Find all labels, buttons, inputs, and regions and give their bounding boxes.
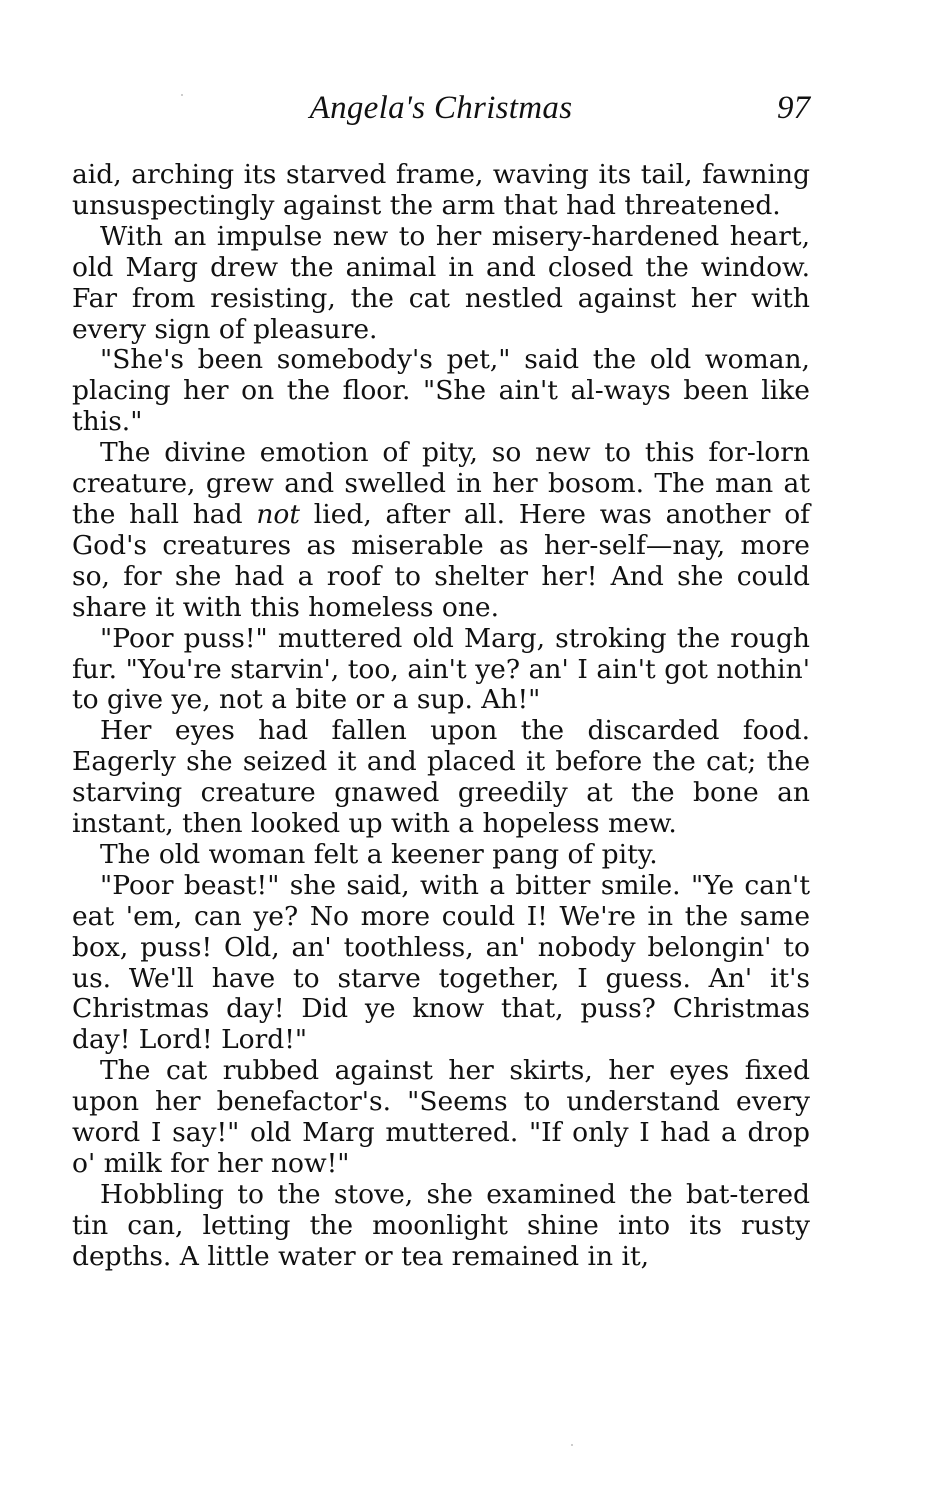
paragraph-2: With an impulse new to her misery-hardened heart, old Marg drew the animal in and closed the window. Far from resisting, the cat nestled against her with every sign of pleasure. <box>72 220 810 345</box>
paragraph-9: The cat rubbed against her skirts, her eyes fixed upon her benefactor's. "Seems to understand every word I say!" old Marg muttered. "If only I had a drop o' milk for her now!" <box>72 1055 810 1179</box>
paper-speck <box>571 1444 573 1446</box>
paragraph-5: "Poor puss!" muttered old Marg, stroking the rough fur. "You're starvin', too, ain't ye? an' I ain't got nothin' to give ye, not a bite or a sup. Ah!" <box>72 622 810 716</box>
page-number: 97 <box>777 90 810 126</box>
paragraph-8: "Poor beast!" she said, with a bitter smile. "Ye can't eat 'em, can ye? No more could I! We're in the same box, puss! Old, an' toothless, an' nobody belongin' to us. We'll have to starve together, I guess. An' it's Christmas day! Did ye know that, puss? Christmas day! Lord! Lord!" <box>72 869 810 1056</box>
emphasis-not: not <box>256 498 300 530</box>
paragraph-4-after: lied, after all. Here was another of God's creatures as miserable as her-self—nay, more so, for she had a roof to shelter her! And she could share it with this homeless one. <box>72 498 810 623</box>
paragraph-4-before: The divine emotion of pity, so new to this for-lorn creature, grew and swelled in her bosom. The man at the hall had <box>72 437 810 530</box>
paragraph-3: "She's been somebody's pet," said the old woman, placing her on the floor. "She ain't al-ways been like this." <box>72 344 810 438</box>
paragraph-6: Her eyes had fallen upon the discarded food. Eagerly she seized it and placed it before the cat; the starving creature gnawed greedily at the bone an instant, then looked up with a hopeless mew. <box>72 715 810 840</box>
body-text <box>72 160 810 1273</box>
running-title: Angela's Christmas <box>309 90 573 126</box>
paragraph-10: Hobbling to the stove, she examined the bat-tered tin can, letting the moonlight shine into its rusty depths. A little water or tea remained in it, <box>72 1178 810 1272</box>
paper-speck <box>181 94 183 96</box>
paragraph-7: The old woman felt a keener pang of pity. <box>100 838 658 870</box>
book-page <box>72 86 810 1273</box>
paragraph-4 <box>72 438 810 623</box>
paragraph-1: aid, arching its starved frame, waving its tail, fawning unsuspectingly against the arm that had threatened. <box>72 159 810 221</box>
